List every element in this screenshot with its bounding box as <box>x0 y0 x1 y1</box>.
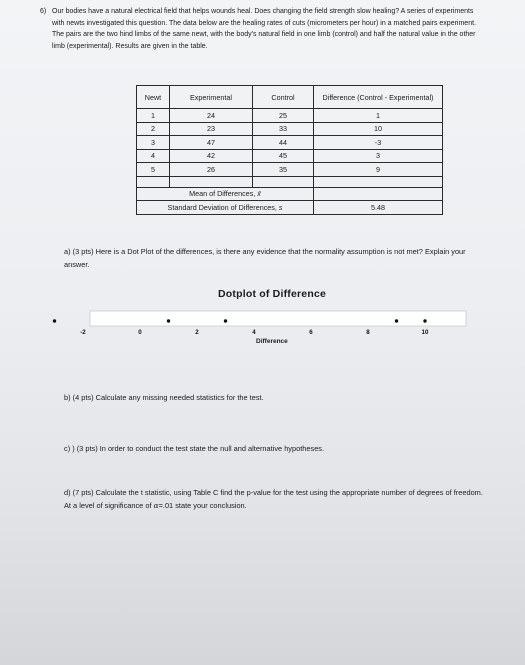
dotplot-point <box>423 319 426 322</box>
dotplot-point <box>167 319 170 322</box>
cell-control: 33 <box>253 122 314 136</box>
alpha-symbol: α <box>153 500 159 510</box>
dotplot-tick-label: 0 <box>138 329 142 336</box>
dotplot-tick-label: 4 <box>252 329 256 336</box>
table-row <box>137 163 443 177</box>
dotplot-point <box>53 319 56 322</box>
question-c: c) ) (3 pts) In order to conduct the test state the null and alternative hypotheses. <box>64 444 325 453</box>
question-a: a) (3 pts) Here is a Dot Plot of the differences, is there any evidence that the normality assumption is not met? Explain your answer. <box>64 247 466 269</box>
problem-statement <box>40 6 480 52</box>
cell-difference: 9 <box>314 163 443 177</box>
dotplot-point <box>395 319 398 322</box>
cell-difference: -3 <box>314 136 443 150</box>
table-row <box>137 149 443 163</box>
dotplot-point <box>224 319 227 322</box>
cell-experimental: 47 <box>170 136 253 150</box>
table-row <box>137 136 443 150</box>
sd-label-cell <box>137 201 314 215</box>
header-control: Control <box>253 86 314 109</box>
question-d-text: d) (7 pts) Calculate the t statistic, using Table C find the p-value for the test using the appropriate number of degrees of freedom. At a level of significance of <box>64 488 483 510</box>
cell-experimental: 42 <box>170 149 253 163</box>
cell-experimental: 24 <box>170 109 253 123</box>
sd-row <box>137 201 443 215</box>
dotplot-tick-label: 6 <box>309 329 313 336</box>
dotplot <box>0 300 525 340</box>
cell-experimental: 26 <box>170 163 253 177</box>
sd-symbol: s <box>278 202 283 212</box>
cell-control: 25 <box>253 109 314 123</box>
cell-control: 44 <box>253 136 314 150</box>
mean-value <box>314 187 443 201</box>
problem-number: 6) <box>40 8 47 15</box>
cell-difference: 3 <box>314 149 443 163</box>
table-row <box>137 109 443 123</box>
dotplot-axis-label: Difference <box>256 338 288 345</box>
dotplot-title: Dotplot of Difference <box>218 288 327 300</box>
cell-newt: 3 <box>137 136 170 150</box>
alpha-value: =.01 <box>158 500 174 510</box>
cell-experimental: 23 <box>170 122 253 136</box>
mean-label-cell <box>137 187 314 201</box>
header-experimental: Experimental <box>170 86 253 109</box>
cell-newt: 1 <box>137 109 170 123</box>
mean-label: Mean of Differences, <box>189 189 256 199</box>
cell-control: 35 <box>253 163 314 177</box>
dotplot-axis-band <box>90 311 466 326</box>
question-b: b) (4 pts) Calculate any missing needed statistics for the test. <box>64 393 264 402</box>
dotplot-tick-label: 2 <box>195 329 199 336</box>
cell-newt: 5 <box>137 163 170 177</box>
table-row <box>137 122 443 136</box>
sd-value: 5.48 <box>314 201 443 215</box>
dotplot-tick-label: 8 <box>366 329 370 336</box>
dotplot-tick-label: 10 <box>421 329 429 336</box>
cell-difference: 1 <box>314 109 443 123</box>
header-difference: Difference (Control - Experimental) <box>314 86 443 109</box>
question-d-conclusion: state your conclusion. <box>175 500 247 510</box>
cell-difference: 10 <box>314 122 443 136</box>
blank-row <box>137 176 443 187</box>
problem-text: Our bodies have a natural electrical field that helps wounds heal. Does changing the field strength slow healing? A series of experiments with newts investigated this question. The data below are the healing rates of cuts (micrometers per hour) in a matched pairs experiment. The pairs are the two hind limbs of the same newt, with the body's natural field in one limb (control) and half the natural value in the other limb (experimental). Results are given in the table. <box>52 8 476 50</box>
sd-label: Standard Deviation of Differences, <box>167 202 277 212</box>
mean-symbol: x̄ <box>257 189 261 199</box>
mean-row <box>137 187 443 201</box>
dotplot-tick-label: -2 <box>80 329 86 336</box>
header-newt: Newt <box>137 86 170 109</box>
data-table <box>136 85 443 215</box>
cell-newt: 2 <box>137 122 170 136</box>
question-d <box>64 487 484 512</box>
cell-control: 45 <box>253 149 314 163</box>
cell-newt: 4 <box>137 149 170 163</box>
